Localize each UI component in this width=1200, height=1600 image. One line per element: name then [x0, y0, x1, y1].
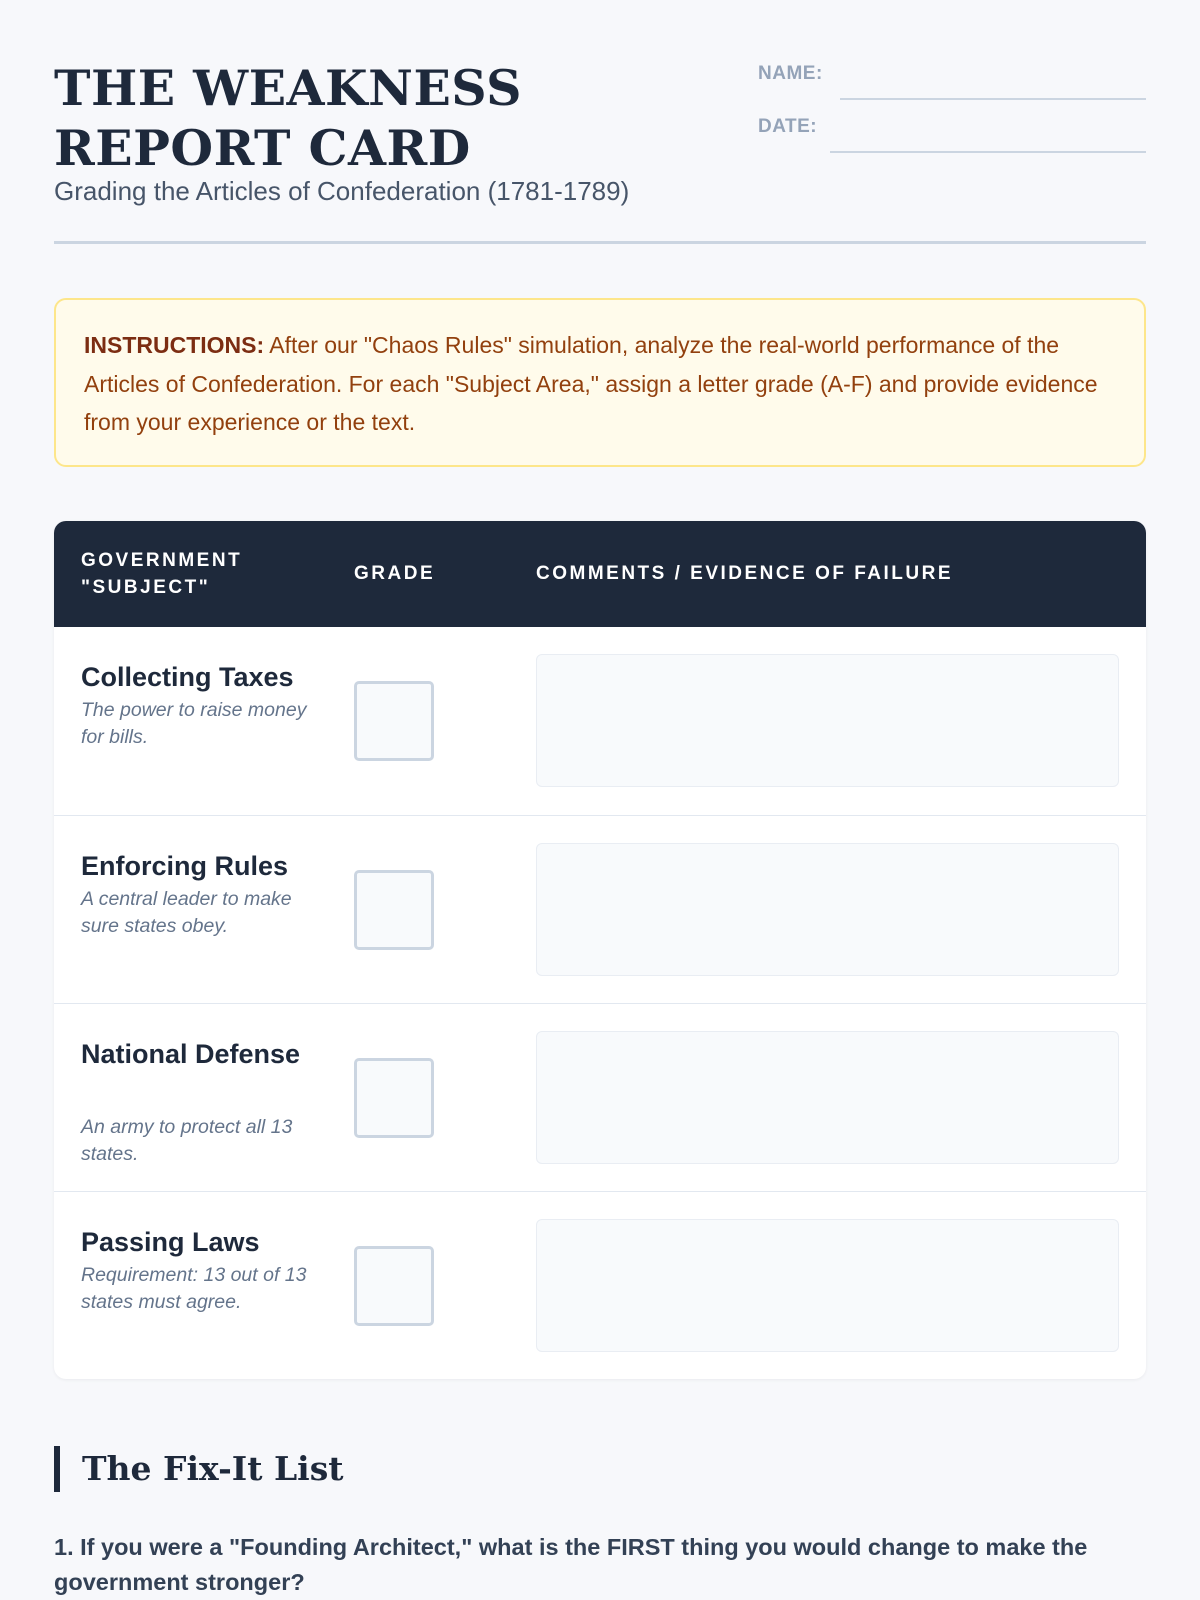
page-title: THE WEAKNESS REPORT CARD [54, 59, 522, 177]
table-row [54, 1191, 1146, 1379]
table-row [54, 627, 1146, 815]
instructions-text: After our "Chaos Rules" simulation, analyze the real-world performance of the Articles of Confederation. For each "Subject Area," assign a letter grade (A-F) and provide evidence from your experience or the text. [84, 332, 1098, 435]
header-subject: GOVERNMENT "SUBJECT" [81, 550, 243, 598]
grade-box[interactable] [354, 1246, 434, 1326]
grade-box[interactable] [354, 681, 434, 761]
table-row [54, 1003, 1146, 1191]
subject-description: Requirement: 13 out of 13 states must agree. [81, 1264, 307, 1313]
subject-description: The power to raise money for bills. [81, 699, 307, 748]
table-header [54, 521, 1146, 627]
fixit-question: 1. If you were a "Founding Architect," what is the FIRST thing you would change to make the government stronger? [54, 1534, 1088, 1595]
grade-box[interactable] [354, 1058, 434, 1138]
comment-box[interactable] [536, 1031, 1119, 1164]
header-comments: COMMENTS / EVIDENCE OF FAILURE [536, 563, 954, 584]
page-subtitle: Grading the Articles of Confederation (1781-1789) [54, 176, 630, 206]
instructions-box [54, 298, 1146, 467]
name-input-line[interactable] [840, 98, 1146, 100]
date-label: DATE: [758, 116, 818, 137]
name-field [758, 60, 1146, 100]
subject-description: A central leader to make sure states obey. [81, 888, 292, 937]
subject-name: National Defense [81, 1039, 301, 1069]
report-card-table [54, 521, 1146, 1379]
name-label: NAME: [758, 63, 823, 84]
date-input-line[interactable] [830, 151, 1146, 153]
table-row [54, 815, 1146, 1003]
header-grade: GRADE [354, 563, 436, 584]
subject-description: An army to protect all 13 states. [81, 1116, 293, 1165]
header [54, 52, 1146, 244]
comment-box[interactable] [536, 654, 1119, 787]
table-body [54, 627, 1146, 1379]
instructions-label: INSTRUCTIONS: [84, 332, 265, 358]
comment-box[interactable] [536, 1219, 1119, 1352]
subject-name: Passing Laws [81, 1227, 260, 1257]
grade-box[interactable] [354, 870, 434, 950]
subject-name: Collecting Taxes [81, 662, 294, 692]
fixit-heading: The Fix-It List [54, 1446, 344, 1492]
subject-name: Enforcing Rules [81, 851, 289, 881]
comment-box[interactable] [536, 843, 1119, 976]
date-field [758, 113, 1146, 153]
